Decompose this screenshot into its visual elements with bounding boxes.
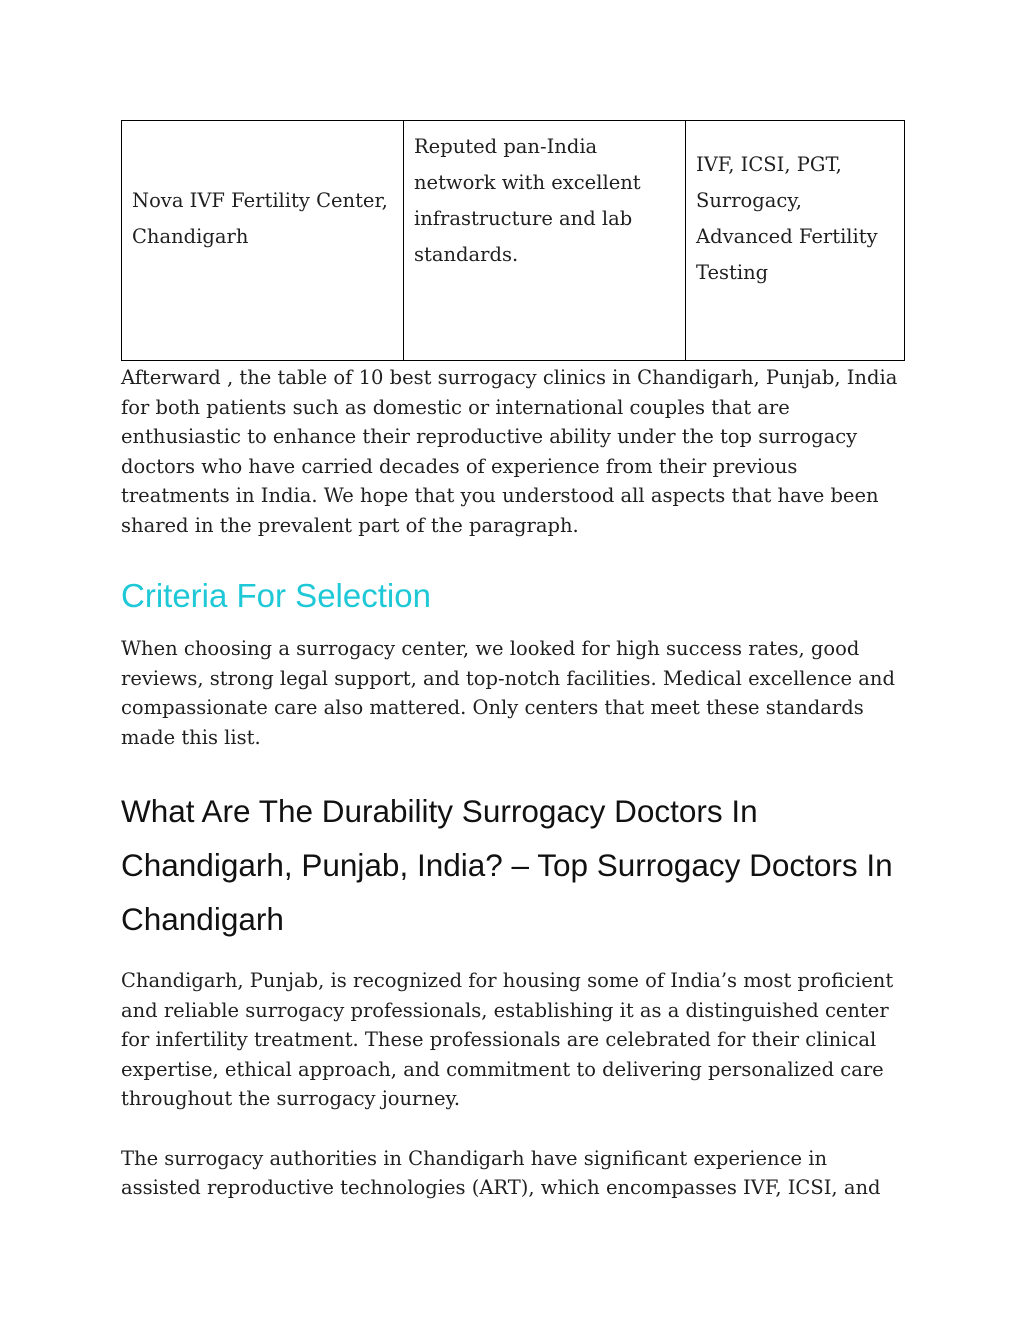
clinic-name: Nova IVF Fertility Center, Chandigarh (132, 188, 388, 248)
criteria-paragraph: When choosing a surrogacy center, we looked for high success rates, good reviews, strong legal support, and top-notch facilities. Medical excellence and compassionate care also mattered. Only centers that meet these standards made this list. (121, 637, 895, 749)
table-cell-highlights (404, 121, 686, 361)
table-cell-clinic (122, 121, 404, 361)
table-cell-services (686, 121, 905, 361)
document-page (121, 120, 905, 1203)
table-row (122, 121, 905, 361)
authorities-paragraph: The surrogacy authorities in Chandigarh have significant experience in assisted reproductive technologies (ART), which encompasses IVF, ICSI, and (121, 1146, 881, 1199)
clinic-highlights: Reputed pan-India network with excellent infrastructure and lab standards. (414, 135, 641, 266)
doctors-heading: What Are The Durability Surrogacy Doctors In Chandigarh, Punjab, India? – Top Surrogacy Doctors In Chandigarh (121, 793, 893, 937)
clinic-table (121, 120, 905, 361)
clinic-services: IVF, ICSI, PGT, Surrogacy, Advanced Fertility Testing (696, 153, 878, 284)
doctors-paragraph: Chandigarh, Punjab, is recognized for housing some of India’s most proficient and reliable surrogacy professionals, establishing it as a distinguished center for infertility treatment. These professionals are celebrated for their clinical expertise, ethical approach, and commitment to delivering personalized care throughout the surrogacy journey. (121, 969, 894, 1110)
afterward-paragraph: Afterward , the table of 10 best surrogacy clinics in Chandigarh, Punjab, India for both patients such as domestic or international couples that are enthusiastic to enhance their reproductive ability under the top surrogacy doctors who have carried decades of experience from their previous treatments in India. We hope that you understood all aspects that have been shared in the prevalent part of the paragraph. (121, 366, 898, 537)
criteria-heading: Criteria For Selection (121, 577, 431, 614)
